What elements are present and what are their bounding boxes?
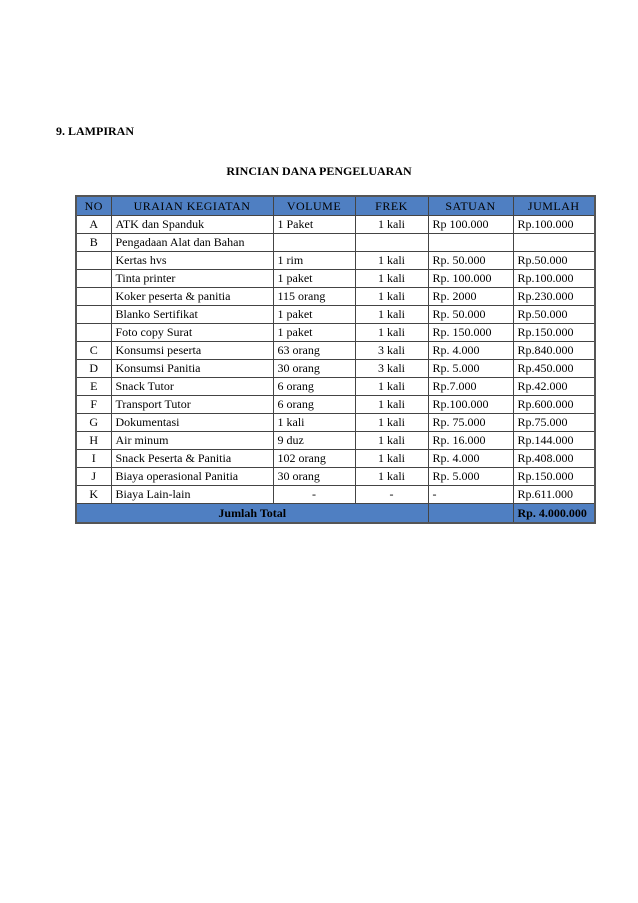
table-row (76, 486, 595, 504)
cell-frek: 1 kali (355, 432, 428, 450)
cell-no (76, 306, 111, 324)
table-body (76, 216, 595, 504)
table-row (76, 432, 595, 450)
cell-no: F (76, 396, 111, 414)
cell-volume: 63 orang (273, 342, 355, 360)
cell-satuan: Rp.7.000 (428, 378, 513, 396)
cell-jumlah: Rp.611.000 (513, 486, 595, 504)
cell-uraian: Snack Peserta & Panitia (111, 450, 273, 468)
cell-satuan: Rp. 75.000 (428, 414, 513, 432)
cell-uraian: Koker peserta & panitia (111, 288, 273, 306)
table-row (76, 396, 595, 414)
cell-uraian: Tinta printer (111, 270, 273, 288)
cell-volume: 1 paket (273, 324, 355, 342)
cell-satuan: Rp. 100.000 (428, 270, 513, 288)
cell-uraian: Air minum (111, 432, 273, 450)
cell-volume: 30 orang (273, 468, 355, 486)
cell-jumlah: Rp.50.000 (513, 306, 595, 324)
cell-no: B (76, 234, 111, 252)
cell-volume (273, 234, 355, 252)
cell-frek: 1 kali (355, 306, 428, 324)
cell-volume: 30 orang (273, 360, 355, 378)
cell-frek: - (355, 486, 428, 504)
cell-jumlah: Rp.230.000 (513, 288, 595, 306)
cell-no: A (76, 216, 111, 234)
cell-volume: 1 rim (273, 252, 355, 270)
cell-satuan: Rp. 50.000 (428, 252, 513, 270)
table-row (76, 216, 595, 234)
table-row (76, 234, 595, 252)
table-row (76, 342, 595, 360)
cell-jumlah: Rp.150.000 (513, 468, 595, 486)
cell-satuan: Rp. 50.000 (428, 306, 513, 324)
cell-volume: 9 duz (273, 432, 355, 450)
table-row (76, 324, 595, 342)
total-label: Jumlah Total (76, 504, 428, 524)
table-row (76, 468, 595, 486)
cell-uraian: Biaya Lain-lain (111, 486, 273, 504)
cell-frek: 1 kali (355, 270, 428, 288)
table-row (76, 414, 595, 432)
table-row (76, 378, 595, 396)
cell-satuan: - (428, 486, 513, 504)
cell-volume: 1 kali (273, 414, 355, 432)
cell-no: J (76, 468, 111, 486)
cell-no: D (76, 360, 111, 378)
table-row (76, 306, 595, 324)
cell-jumlah: Rp.42.000 (513, 378, 595, 396)
header-jumlah: JUMLAH (513, 196, 595, 216)
cell-volume: 1 paket (273, 270, 355, 288)
cell-frek: 1 kali (355, 450, 428, 468)
cell-no: C (76, 342, 111, 360)
total-row (76, 504, 595, 524)
cell-no (76, 270, 111, 288)
total-empty-cell (428, 504, 513, 524)
cell-volume: 115 orang (273, 288, 355, 306)
cell-frek: 1 kali (355, 468, 428, 486)
cell-jumlah: Rp.100.000 (513, 270, 595, 288)
cell-no (76, 288, 111, 306)
cell-jumlah: Rp.50.000 (513, 252, 595, 270)
cell-satuan: Rp. 4.000 (428, 450, 513, 468)
cell-no: K (76, 486, 111, 504)
cell-volume: 102 orang (273, 450, 355, 468)
cell-no (76, 252, 111, 270)
cell-satuan: Rp. 150.000 (428, 324, 513, 342)
cell-uraian: Biaya operasional Panitia (111, 468, 273, 486)
cell-uraian: Dokumentasi (111, 414, 273, 432)
cell-uraian: ATK dan Spanduk (111, 216, 273, 234)
cell-frek: 3 kali (355, 342, 428, 360)
cell-uraian: Blanko Sertifikat (111, 306, 273, 324)
cell-frek: 1 kali (355, 216, 428, 234)
cell-satuan: Rp. 2000 (428, 288, 513, 306)
cell-no: H (76, 432, 111, 450)
cell-jumlah: Rp.840.000 (513, 342, 595, 360)
cell-volume: 6 orang (273, 396, 355, 414)
cell-satuan: Rp. 5.000 (428, 360, 513, 378)
cell-jumlah: Rp.144.000 (513, 432, 595, 450)
table-header-row (76, 196, 595, 216)
cell-volume: 1 paket (273, 306, 355, 324)
table-row (76, 288, 595, 306)
table-row (76, 252, 595, 270)
cell-frek: 1 kali (355, 324, 428, 342)
cell-uraian: Konsumsi Panitia (111, 360, 273, 378)
table-row (76, 450, 595, 468)
cell-jumlah: Rp.450.000 (513, 360, 595, 378)
cell-satuan (428, 234, 513, 252)
header-uraian: URAIAN KEGIATAN (111, 196, 273, 216)
header-frek: FREK (355, 196, 428, 216)
cell-jumlah: Rp.75.000 (513, 414, 595, 432)
cell-no: I (76, 450, 111, 468)
cell-satuan: Rp. 4.000 (428, 342, 513, 360)
section-title: 9. LAMPIRAN (56, 124, 134, 138)
cell-jumlah: Rp.408.000 (513, 450, 595, 468)
cell-uraian: Pengadaan Alat dan Bahan (111, 234, 273, 252)
table-row (76, 270, 595, 288)
cell-uraian: Foto copy Surat (111, 324, 273, 342)
cell-uraian: Transport Tutor (111, 396, 273, 414)
cell-frek: 1 kali (355, 414, 428, 432)
cell-satuan: Rp 100.000 (428, 216, 513, 234)
cell-volume: 6 orang (273, 378, 355, 396)
cell-frek: 1 kali (355, 378, 428, 396)
cell-jumlah: Rp.600.000 (513, 396, 595, 414)
cell-uraian: Kertas hvs (111, 252, 273, 270)
budget-table (75, 195, 596, 524)
cell-frek (355, 234, 428, 252)
cell-jumlah: Rp.100.000 (513, 216, 595, 234)
cell-satuan: Rp. 5.000 (428, 468, 513, 486)
cell-satuan: Rp. 16.000 (428, 432, 513, 450)
cell-volume: 1 Paket (273, 216, 355, 234)
cell-no: G (76, 414, 111, 432)
header-no: NO (76, 196, 111, 216)
cell-no (76, 324, 111, 342)
cell-frek: 3 kali (355, 360, 428, 378)
cell-jumlah: Rp.150.000 (513, 324, 595, 342)
cell-uraian: Konsumsi peserta (111, 342, 273, 360)
cell-volume: - (273, 486, 355, 504)
cell-frek: 1 kali (355, 288, 428, 306)
header-volume: VOLUME (273, 196, 355, 216)
header-satuan: SATUAN (428, 196, 513, 216)
table-row (76, 360, 595, 378)
cell-uraian: Snack Tutor (111, 378, 273, 396)
cell-frek: 1 kali (355, 396, 428, 414)
cell-satuan: Rp.100.000 (428, 396, 513, 414)
total-value: Rp. 4.000.000 (513, 504, 595, 524)
cell-jumlah (513, 234, 595, 252)
cell-no: E (76, 378, 111, 396)
cell-frek: 1 kali (355, 252, 428, 270)
table-title: RINCIAN DANA PENGELUARAN (226, 164, 412, 178)
